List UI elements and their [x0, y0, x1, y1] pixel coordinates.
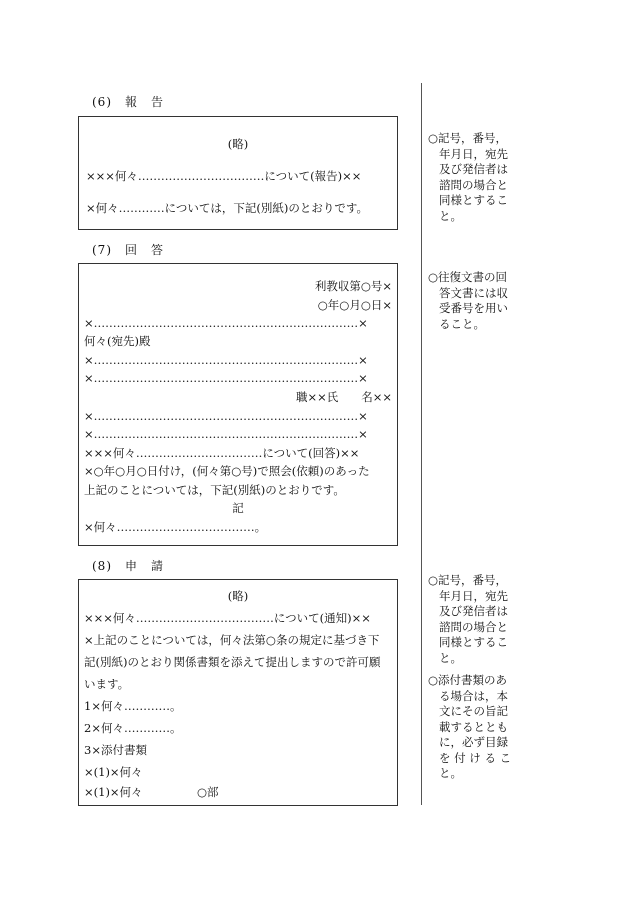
note-report-line: 諮問の場合と	[439, 177, 508, 192]
application-item-1: 1×何々…………。	[84, 699, 182, 713]
section-heading-report: (6) 報 告	[92, 95, 164, 109]
report-box	[78, 116, 398, 230]
answer-dotted-line-4: ×……………………………………………………………×	[84, 409, 368, 423]
application-item-3: 3×添付書類	[84, 743, 147, 757]
answer-dotted-line-5: ×……………………………………………………………×	[84, 427, 368, 441]
answer-document-number: 利教収第○号×	[314, 279, 392, 293]
note-attachments-line: 文にその旨記	[439, 704, 508, 718]
note-application	[428, 573, 518, 666]
note-attachments-line: ○添付書類のあ	[428, 673, 508, 687]
section-heading-answer: (7) 回 答	[92, 243, 164, 257]
answer-dotted-line-2: ×……………………………………………………………×	[84, 353, 368, 367]
application-body-line-2: 記(別紙)のとおり関係書類を添えて提出しますので許可願	[84, 655, 381, 669]
section-heading-application: (8) 申 請	[92, 559, 164, 573]
note-answer-line: 受番号を用い	[439, 301, 508, 315]
answer-box	[78, 263, 398, 546]
application-body-line-1: ×上記のことについては，何々法第○条の規定に基づき下	[84, 633, 380, 647]
answer-ki-label: 記	[232, 501, 244, 515]
note-answer-line: ること。	[439, 316, 485, 331]
answer-body-line: 上記のことについては，下記(別紙)のとおりです。	[84, 483, 345, 497]
application-box	[78, 579, 398, 806]
note-application-line: 同様とするこ	[439, 635, 508, 649]
note-attachments-line: と。	[439, 766, 462, 780]
note-answer	[428, 270, 518, 332]
note-report-line: と。	[439, 208, 462, 223]
note-attachments-line: を 付 け る こ	[439, 750, 512, 765]
report-subject-line: ×××何々……………………………について(報告)××	[86, 169, 362, 183]
note-attachments-line: に，必ず目録	[439, 735, 508, 749]
application-omitted-label: (略)	[227, 589, 249, 603]
note-application-line: 諮問の場合と	[439, 619, 508, 634]
note-report-line: 及び発信者は	[439, 162, 508, 176]
note-application-line: と。	[439, 650, 462, 665]
answer-addressee: 何々(宛先)殿	[84, 334, 151, 348]
application-subitem-2: ×(1)×何々	[84, 785, 143, 799]
report-omitted-label: (略)	[227, 137, 249, 151]
answer-subject-line: ×××何々……………………………について(回答)××	[84, 446, 360, 460]
answer-dotted-line-3: ×……………………………………………………………×	[84, 371, 368, 385]
note-report-line: 年月日，宛先	[439, 146, 508, 161]
margin-divider	[421, 83, 422, 805]
application-body-line-3: います。	[84, 677, 130, 691]
note-attachments	[428, 673, 518, 782]
note-application-line: 及び発信者は	[439, 604, 508, 618]
application-item-2: 2×何々…………。	[84, 721, 182, 735]
application-copies-count: ○部	[197, 785, 219, 799]
report-body-line: ×何々…………については，下記(別紙)のとおりです。	[86, 201, 368, 215]
note-report	[428, 131, 518, 224]
application-subject-line: ×××何々………………………………について(通知)××	[84, 611, 371, 625]
note-report-line: ○記号，番号，	[428, 131, 508, 145]
answer-dotted-line-1: ×……………………………………………………………×	[84, 316, 368, 330]
note-application-line: ○記号，番号，	[428, 573, 508, 587]
note-answer-line: 答文書には収	[439, 285, 508, 300]
note-attachments-line: る場合は，本	[439, 688, 508, 703]
note-attachments-line: 載するととも	[439, 719, 508, 734]
note-answer-line: ○往復文書の回	[428, 270, 508, 284]
answer-reference-line: ×○年○月○日付け，(何々第○号)で照会(依頼)のあった	[84, 464, 370, 478]
note-report-line: 同様とするこ	[439, 193, 508, 207]
answer-date: ○年○月○日×	[317, 298, 392, 312]
note-application-line: 年月日，宛先	[439, 588, 508, 603]
application-subitem-1: ×(1)×何々	[84, 765, 143, 779]
answer-sender-name: 職××氏 名××	[295, 390, 392, 404]
answer-item-line: ×何々………………………………。	[84, 520, 267, 534]
